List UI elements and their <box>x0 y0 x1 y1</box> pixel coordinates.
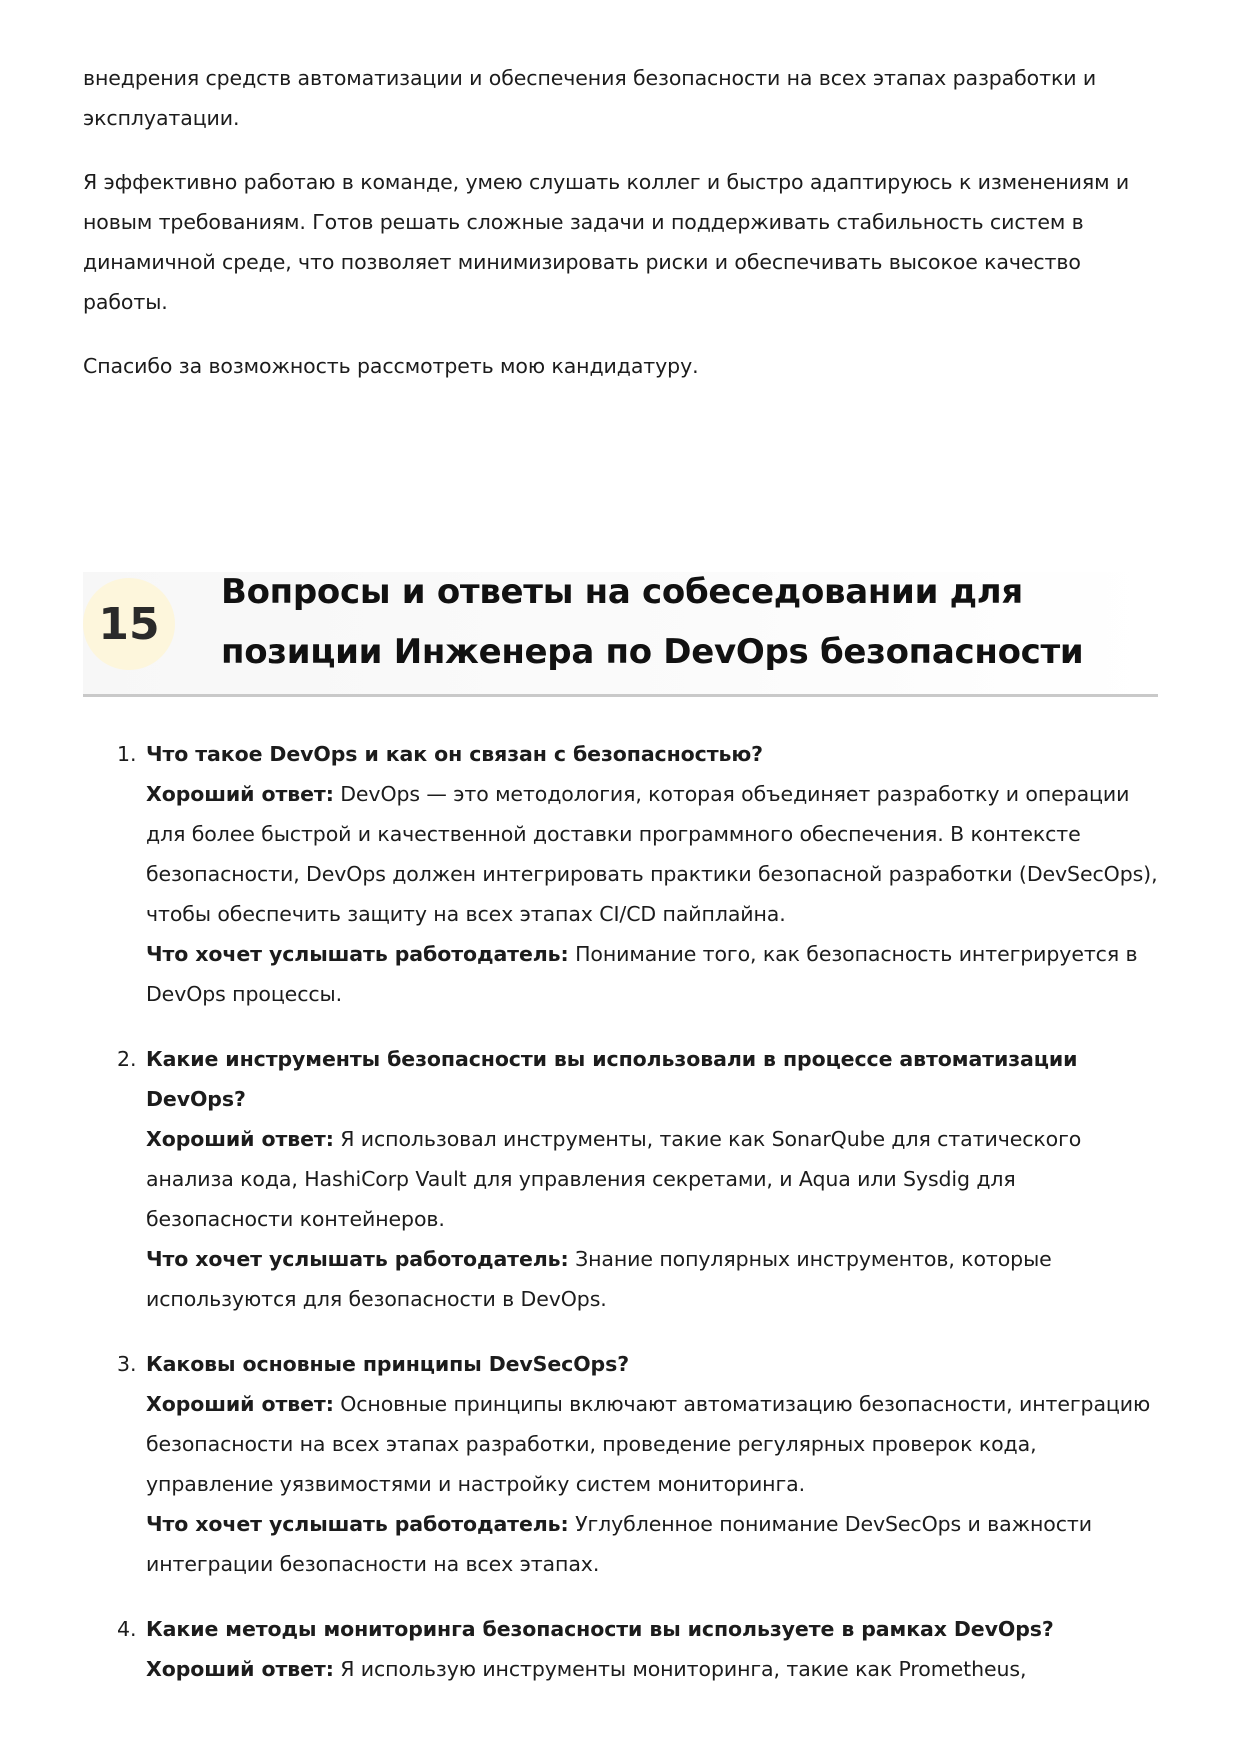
good-answer-text: Основные принципы включают автоматизацию безопасности, интеграцию безопасности на всех этапах разработки, проведение регулярных проверок кода, управление уязвимостями и настройку систем мониторинга. <box>146 1392 1151 1496</box>
good-answer-text: Я использовал инструменты, такие как SonarQube для статического анализа кода, HashiCorp Vault для управления секретами, и Aqua или Sysdig для безопасности контейнеров. <box>146 1127 1082 1231</box>
good-answer <box>146 1384 1158 1504</box>
good-answer <box>146 1119 1158 1239</box>
employer-expectation-label: Что хочет услышать работодатель: <box>146 1512 569 1536</box>
intro-paragraph-1: внедрения средств автоматизации и обеспечения безопасности на всех этапах разработки и эксплуатации. <box>83 66 1097 130</box>
intro-text <box>83 58 1158 410</box>
employer-expectation <box>146 1239 1158 1319</box>
qa-item-2 <box>83 1039 1158 1319</box>
employer-expectation-label: Что хочет услышать работодатель: <box>146 942 569 966</box>
good-answer-label: Хороший ответ: <box>146 782 334 806</box>
qa-number: 4. <box>117 1617 137 1641</box>
intro-paragraph-2: Я эффективно работаю в команде, умею слушать коллег и быстро адаптируюсь к изменениям и новым требованиям. Готов решать сложные задачи и поддерживать стабильность систем в динамичной среде, что позволяет минимизировать риски и обеспечивать высокое качество работы. <box>83 170 1130 314</box>
intro-paragraph-3: Спасибо за возможность рассмотреть мою кандидатуру. <box>83 354 699 378</box>
qa-list <box>83 734 1158 1714</box>
employer-expectation-text: Углубленное понимание DevSecOps и важности интеграции безопасности на всех этапах. <box>146 1512 1092 1576</box>
employer-expectation <box>146 1504 1158 1584</box>
good-answer-label: Хороший ответ: <box>146 1392 334 1416</box>
question-text: Каковы основные принципы DevSecOps? <box>146 1352 629 1376</box>
good-answer <box>146 1649 1158 1689</box>
question-text: Какие методы мониторинга безопасности вы используете в рамках DevOps? <box>146 1617 1054 1641</box>
section-number-badge: 15 <box>83 578 175 670</box>
qa-number: 2. <box>117 1047 137 1071</box>
good-answer-label: Хороший ответ: <box>146 1127 334 1151</box>
qa-number: 3. <box>117 1352 137 1376</box>
qa-item-4 <box>83 1609 1158 1689</box>
qa-item-3 <box>83 1344 1158 1584</box>
good-answer <box>146 774 1158 934</box>
employer-expectation-text: Понимание того, как безопасность интегрируется в DevOps процессы. <box>146 942 1138 1006</box>
employer-expectation-label: Что хочет услышать работодатель: <box>146 1247 569 1271</box>
section-header <box>83 562 1158 697</box>
good-answer-text: DevOps — это методология, которая объединяет разработку и операции для более быстрой и качественной доставки программного обеспечения. В контексте безопасности, DevOps должен интегрировать практики безопасной разработки (DevSecOps), чтобы обеспечить защиту на всех этапах CI/CD пайплайна. <box>146 782 1158 926</box>
section-title: Вопросы и ответы на собеседовании для позиции Инженера по DevOps безопасности <box>221 572 1084 672</box>
qa-number: 1. <box>117 742 137 766</box>
good-answer-label: Хороший ответ: <box>146 1657 334 1681</box>
question-text: Какие инструменты безопасности вы использовали в процессе автоматизации DevOps? <box>146 1047 1078 1111</box>
good-answer-text: Я использую инструменты мониторинга, такие как Prometheus, <box>333 1657 1027 1681</box>
employer-expectation-text: Знание популярных инструментов, которые используются для безопасности в DevOps. <box>146 1247 1052 1311</box>
employer-expectation <box>146 934 1158 1014</box>
qa-item-1 <box>83 734 1158 1014</box>
question-text: Что такое DevOps и как он связан с безопасностью? <box>146 742 763 766</box>
